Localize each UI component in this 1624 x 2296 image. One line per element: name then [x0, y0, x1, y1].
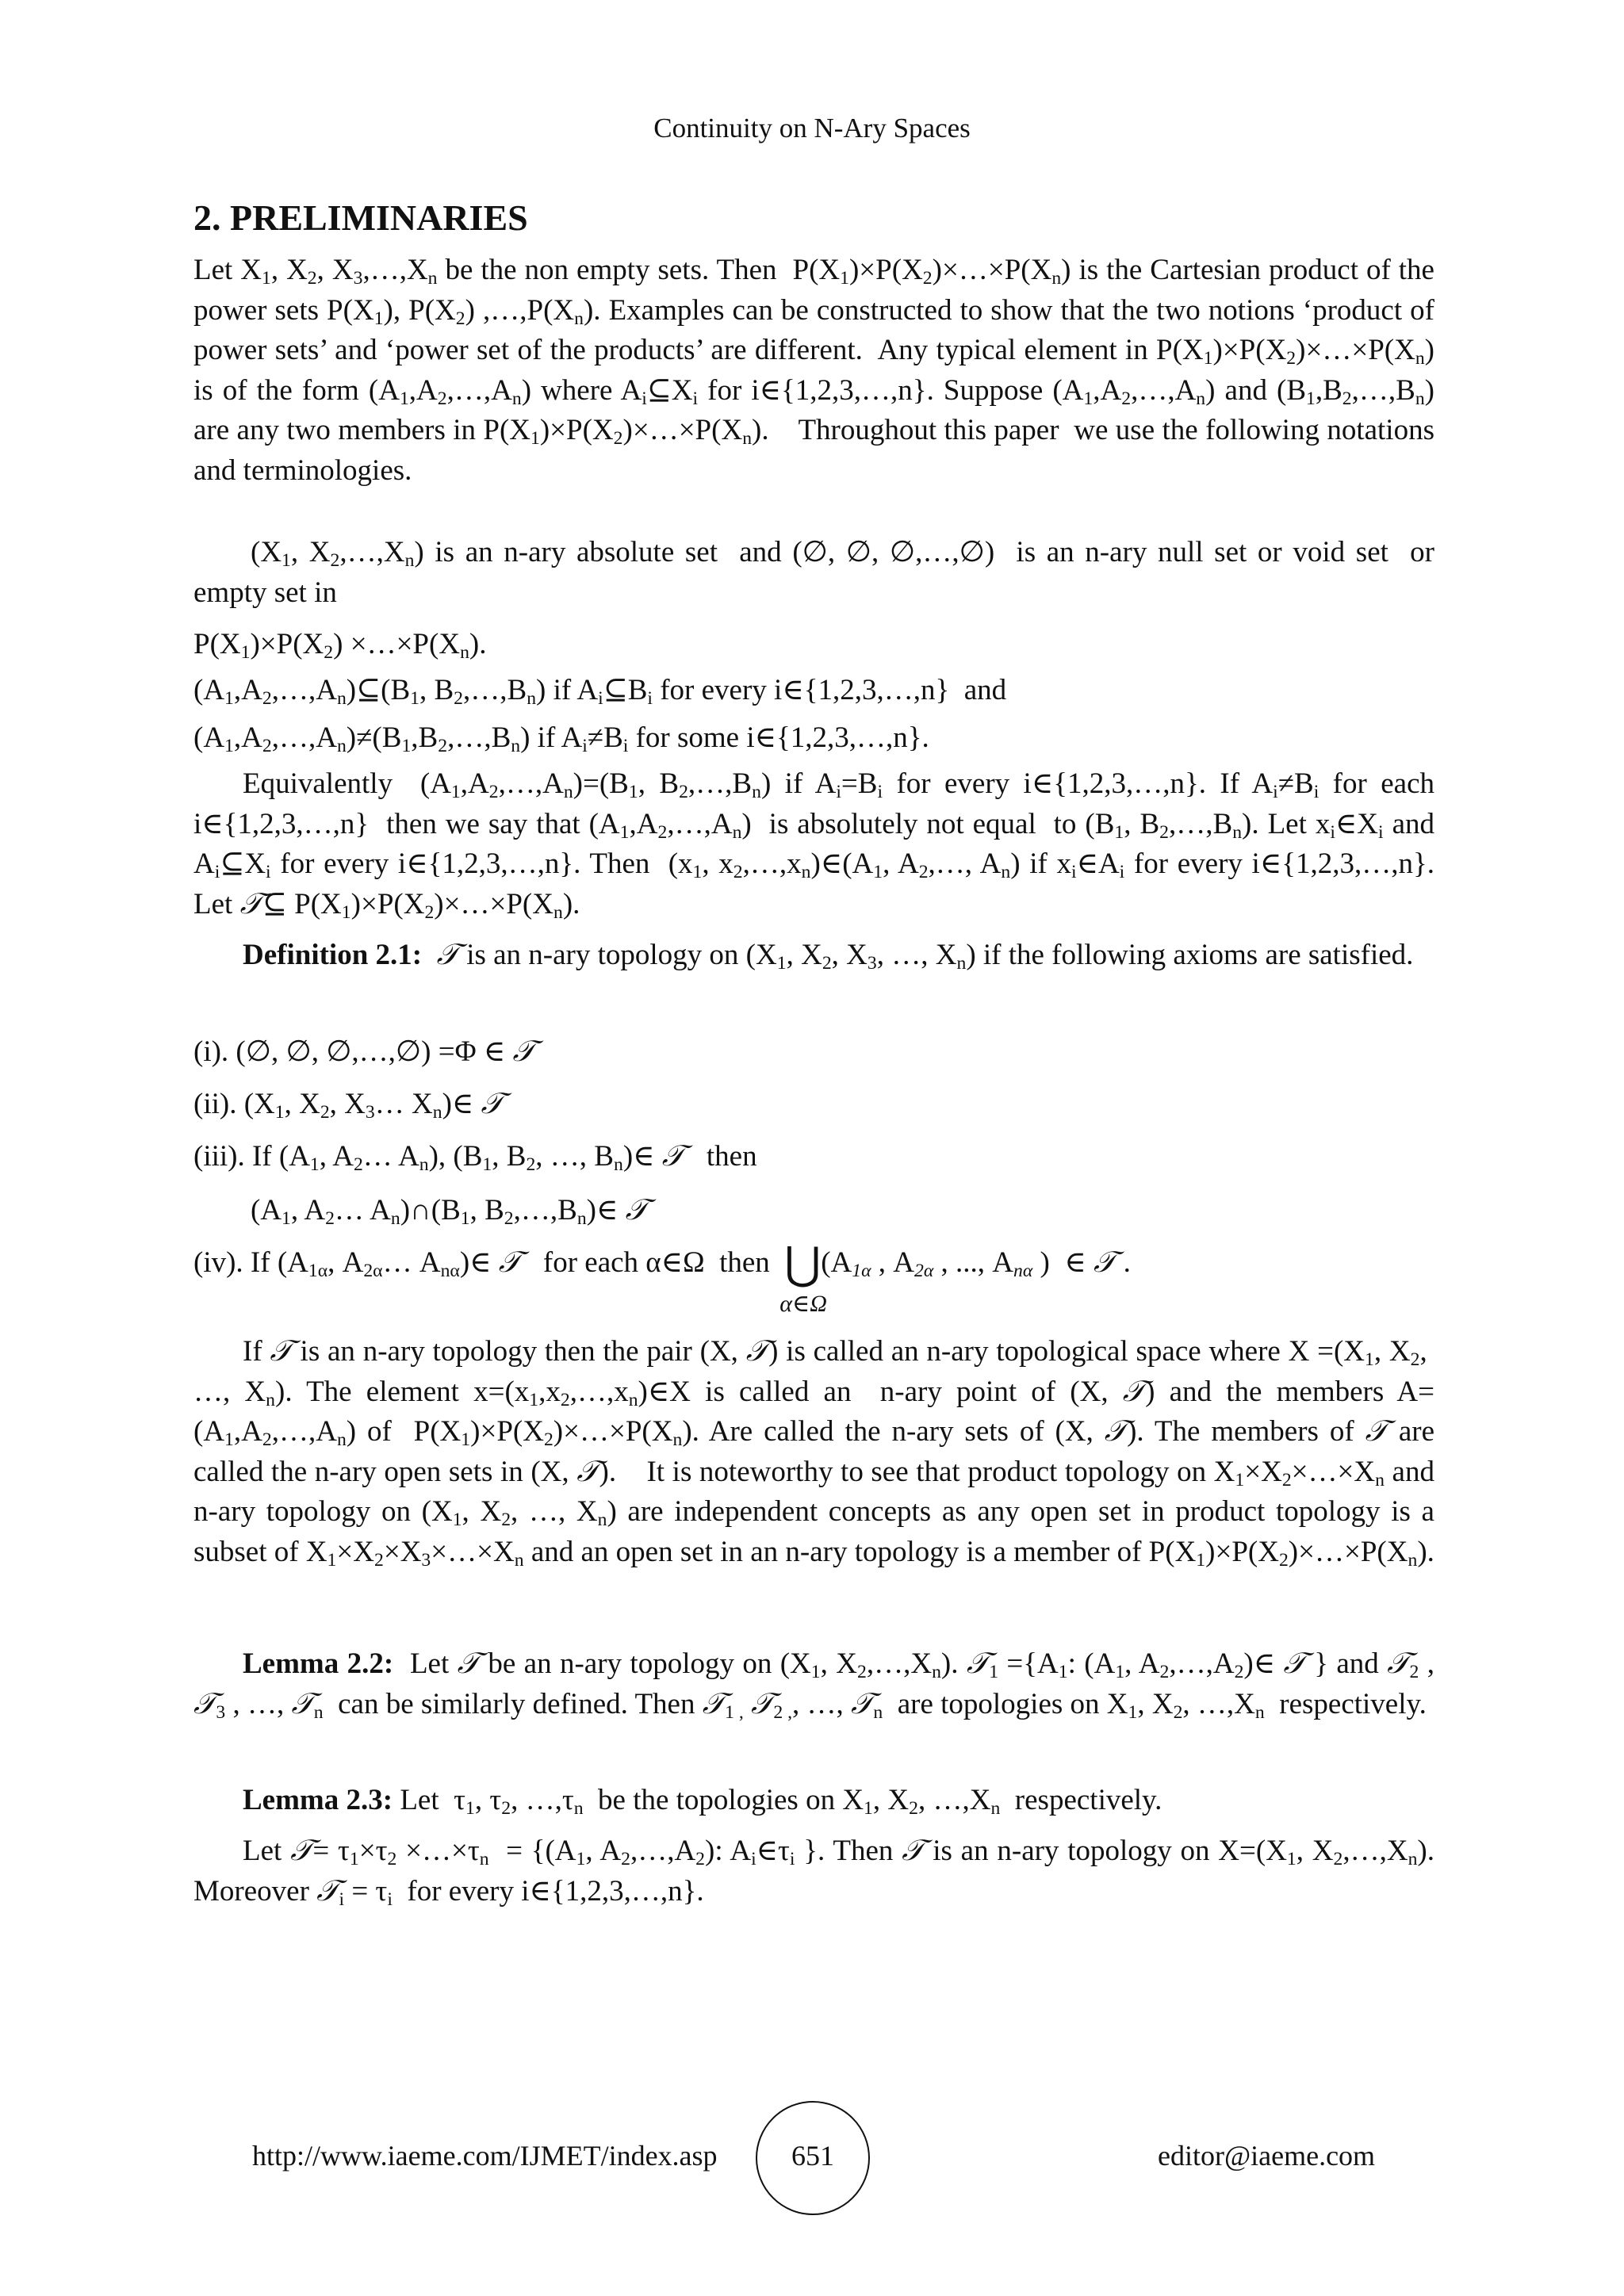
axiom-1: (i). (∅, ∅, ∅,…,∅) =Φ ∈ 𝒯	[193, 1035, 535, 1068]
axiom-3-cont: ($A_1$, $A_2\dots$ $A_n)\cap(B_1$, $B_2,\dots,B_n)\in$ 𝒯	[251, 1194, 648, 1229]
page-number: 651	[791, 2140, 834, 2172]
notation-line-2: $(A_1,A_2,\dots,A_n)⊆(B_1$, $B_2,\dots,B_n$) if $A_i⊆B_i$ for every i∈{1,2,3,…,n} and	[193, 674, 1007, 709]
axiom-3: (iii). If ($A_1$, $A_2\dots$ $A_n$), ($B_1$, $B_2$, …, $B_n)\in$ 𝒯 then	[193, 1140, 757, 1175]
definition-2-1: Definition 2.1: 𝒯 is an n-ary topology on ($X_1$, $X_2$, $X_3$, …, $X_n$) if the following axioms are satisfied.	[243, 939, 1414, 974]
topological-space-paragraph: If 𝒯 is an n-ary topology then the pair (X, 𝒯) is called an n-ary topological space where $X =(X_1$, $X_2$, …, $X_n$). The element $x=(x_1,x_2,\dots,x_n)\in X$ is called an n-ary point of (X, 𝒯) and the members $A=(A_1,A_2,\dots,A_n)$ of $P(X_1)\times P(X_2)\times\dots\times P(X_n)$. Are called the n-ary sets of (X, 𝒯). The members of 𝒯 are called the n-ary open sets in (X, 𝒯). It is noteworthy to see that product topology on $X_1\times X_2\times\dots\times X_n$ and n-ary topology on ($X_1$, $X_2$, …, $X_n$) are independent concepts as any open set in product topology is a subset of $X_1\times X_2\times X_3\times\dots\times X_n$ and an open set in an n-ary topology is a member of $P(X_1)\times P(X_2)\times\dots\times P(X_n)$.	[193, 1335, 1435, 1571]
lemma-2-3-statement: Let 𝒯= $\tau_1\times\tau_2$ $\times\dots\times\tau_n = \{(A_1$, $A_2,\dots,A_2$): $A_i\in\tau_i$ }. Then 𝒯 is an n-ary topology on $X=(X_1$, $X_2,\dots,X_n$). Moreover 𝒯$_i$ = $\tau_i$ for every i∈{1,2,3,…,n}.	[193, 1835, 1434, 1910]
footer-email-link[interactable]: editor@iaeme.com	[1158, 2140, 1376, 2172]
axiom-4: (iv). If ($A_{1\alpha}$, $A_{2\alpha}\dots$ $A_{n\alpha})\in$ 𝒯 for each α∈Ω then ⋃ α∈Ω ($A_{1\alpha}$ , $A_{2\alpha}$ , ..., $A_{n\alpha}$ ) ∈ 𝒯 .	[193, 1239, 1131, 1317]
section-title: 2. PRELIMINARIES	[193, 197, 528, 238]
lemma-2-2: Lemma 2.2: Let 𝒯 be an n-ary topology on ($X_1$, $X_2,\dots,X_n$). 𝒯$_1$ $=\{A_1$: ($A_1$, $A_2,\dots,A_2)\in$ 𝒯 } and 𝒯$_2$ , 𝒯$_3$ , …, 𝒯$_n$ can be similarly defined. Then 𝒯$_{1 ,}$ 𝒯$_{2 ,}$, …, 𝒯$_n$ are topologies on $X_1$, $X_2$, $\dots,X_n$ respectively.	[193, 1647, 1434, 1723]
lemma-2-3: Lemma 2.3: Let $\tau_1$, $\tau_2$, $\dots,\tau_n$ be the topologies on $X_1$, $X_2$, $\dots,X_n$ respectively.	[243, 1784, 1162, 1819]
notation-line-3: $(A_1,A_2,\dots,A_n)\ne(B_1,B_2,\dots,B_n)$ if $A_i\ne B_i$ for some i∈{1,2,3,…,n}.	[193, 721, 929, 756]
intro-paragraph: Let $X_1$, $X_2$, $X_3,\dots,X_n$ be the non empty sets. Then $P(X_1)\times P(X_2)\times\dots\times P(X_n)$ is the Cartesian product of the power sets $P(X_1)$, $P(X_2)$ $,\dots,P(X_n)$. Examples can be constructed to show that the two notions ‘product of power sets’ and ‘power set of the products’ are different. Any typical element in $P(X_1)\times P(X_2)\times\dots\times P(X_n)$ is of the form $(A_1,A_2,\dots,A_n)$ where $A_i⊆X_i$ for i∈{1,2,3,…,n}. Suppose $(A_1,A_2,\dots,A_n)$ and $(B_1,B_2,\dots,B_n)$ are any two members in $P(X_1)\times P(X_2)\times\dots\times P(X_n)$. Throughout this paper we use the following notations and terminologies.	[193, 254, 1435, 487]
equivalence-paragraph: Equivalently $(A_1,A_2,\dots,A_n)=(B_1$, $B_2,\dots,B_n$) if $A_i=B_i$ for every i∈{1,2,3,…,n}. If $A_i\ne B_i$ for each i∈{1,2,3,…,n} then we say that $(A_1,A_2,\dots,A_n)$ is absolutely not equal to ($B_1$, $B_2,\dots,B_n$). Let $x_i\in X_i$ and $A_i⊆X_i$ for every i∈{1,2,3,…,n}. Then ($x_1$, $x_2,\dots,x_n)\in(A_1$, $A_2,\dots$, $A_n$) if $x_i\in A_i$ for every i∈{1,2,3,…,n}. Let 𝒯⊆ $P(X_1)\times P(X_2)\times\dots\times P(X_n)$.	[193, 767, 1434, 923]
running-header: Continuity on N-Ary Spaces	[653, 113, 971, 144]
axiom-2: (ii). ($X_1$, $X_2$, $X_3\dots$ $X_n)\in$ 𝒯	[193, 1088, 504, 1123]
notation-line-1: $P(X_1)\times P(X_2)$ $\times\dots\times P(X_n)$.	[193, 628, 487, 663]
notation-paragraph: ($X_1$, $X_2,\dots,X_n$) is an n-ary absolute set and (∅, ∅, ∅,…,∅) is an n-ary null set or void set or empty set in	[193, 536, 1434, 609]
footer-url-link[interactable]: http://www.iaeme.com/IJMET/index.asp	[252, 2140, 718, 2172]
